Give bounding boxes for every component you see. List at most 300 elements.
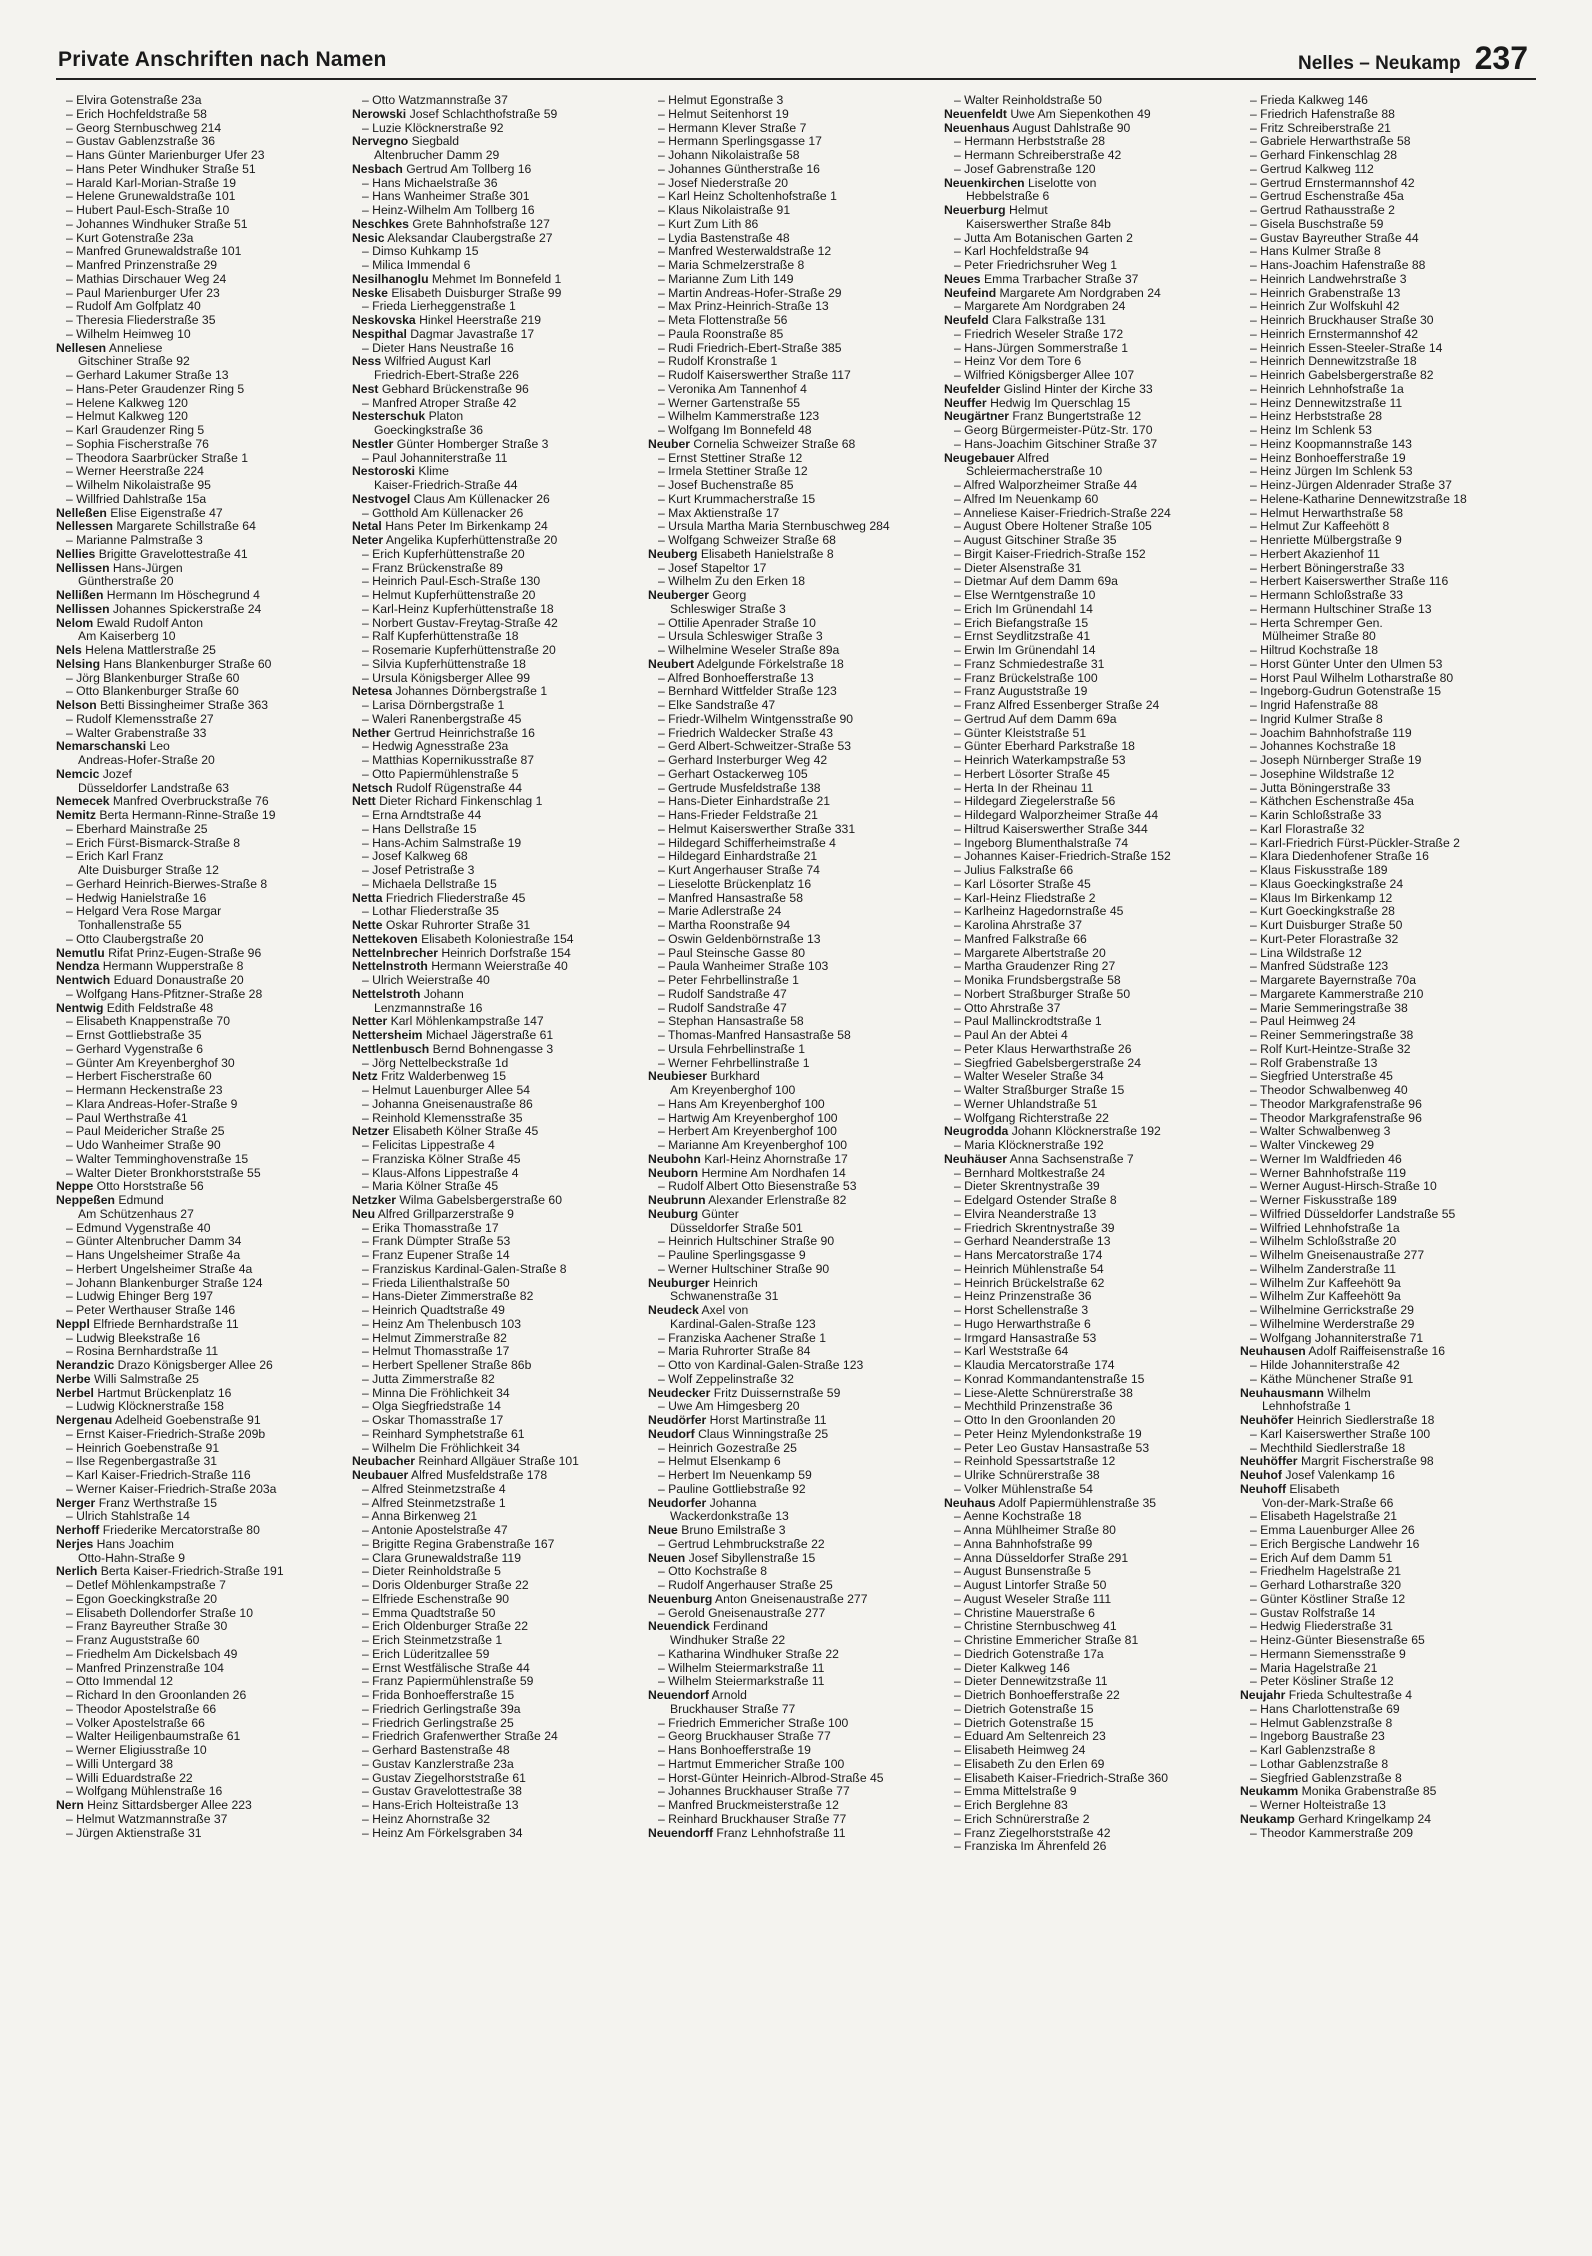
entry-details: Klime [418, 465, 449, 479]
entry-details: Hermann Wupperstraße 8 [102, 960, 244, 974]
directory-entry [56, 988, 352, 1002]
entry-text: – Günter Eberhard Parkstraße 18 [954, 740, 1135, 754]
directory-entry [648, 1565, 944, 1579]
surname: Nerowski [352, 107, 407, 121]
surname: Neuburg [648, 1207, 699, 1221]
directory-entry [352, 410, 648, 424]
directory-entry [1240, 1689, 1536, 1703]
directory-entry [56, 342, 352, 356]
entry-text: – Irmgard Hansastraße 53 [954, 1331, 1097, 1345]
directory-entry [648, 988, 944, 1002]
directory-entry [944, 1002, 1240, 1016]
surname: Nerger [56, 1496, 96, 1510]
surname: Nemecek [56, 795, 110, 809]
directory-entry [56, 1235, 352, 1249]
entry-text: – Gerhard Bastenstraße 48 [362, 1744, 510, 1757]
entry-details: Hans Joachim [96, 1537, 174, 1551]
entry-text: – Gertrud Kalkweg 112 [1250, 162, 1374, 176]
directory-entry [56, 259, 352, 273]
directory-entry [944, 1318, 1240, 1332]
entry-text: – Peter Leo Gustav Hansastraße 53 [954, 1441, 1150, 1455]
entry-text: – Hermann Sperlingsgasse 17 [658, 135, 822, 149]
entry-text: – Manfred Westerwaldstraße 12 [658, 245, 832, 259]
entry-text: – Erich Biefangstraße 15 [954, 616, 1089, 630]
entry-text: – Hugo Herwarthstraße 6 [954, 1317, 1091, 1331]
entry-text: – Heinz-Günter Biesenstraße 65 [1250, 1634, 1425, 1647]
entry-text: – Gustav Gablenzstraße 36 [66, 135, 216, 149]
directory-entry [352, 149, 648, 163]
entry-text: – Karl Weststraße 64 [954, 1345, 1069, 1359]
entry-text: – Clara Grunewaldstraße 119 [362, 1551, 521, 1565]
directory-entry [56, 287, 352, 301]
directory-entry [352, 245, 648, 259]
entry-text: – Thomas-Manfred Hansastraße 58 [658, 1029, 851, 1042]
directory-entry [56, 795, 352, 809]
entry-text: – Friedrich Hafenstraße 88 [1250, 107, 1395, 121]
entry-text: – Rudolf Sandstraße 47 [658, 987, 787, 1001]
directory-entry [352, 1483, 648, 1497]
directory-entry [56, 1222, 352, 1236]
directory-entry [944, 1442, 1240, 1456]
entry-details: Hartmut Brückenplatz 16 [97, 1386, 232, 1400]
entry-text: – Ingeborg Baustraße 23 [1250, 1730, 1385, 1744]
directory-entry [648, 1662, 944, 1676]
directory-entry [648, 1442, 944, 1456]
entry-text: – Heinrich Quadtstraße 49 [362, 1304, 505, 1317]
directory-entry [1240, 1318, 1536, 1332]
surname: Nergenau [56, 1414, 113, 1427]
directory-entry [352, 837, 648, 851]
directory-entry [648, 837, 944, 851]
entry-details: Edith Feldstraße 48 [106, 1001, 214, 1015]
entry-text: Am Schützenhaus 27 [78, 1207, 194, 1221]
directory-entry [56, 1552, 352, 1566]
entry-text: – Friedrich Grafenwerther Straße 24 [362, 1730, 558, 1744]
entry-text: – Theodor Kammerstraße 209 [1250, 1826, 1414, 1840]
directory-entry [352, 383, 648, 397]
directory-entry [648, 1194, 944, 1208]
directory-entry [56, 1153, 352, 1167]
entry-text: – Werner Fiskusstraße 189 [1250, 1194, 1397, 1207]
directory-entry [648, 1043, 944, 1057]
directory-entry [648, 1359, 944, 1373]
entry-text: – Edelgard Ostender Straße 8 [954, 1194, 1117, 1207]
directory-entry [352, 1689, 648, 1703]
entry-text: – Heinrich Paul-Esch-Straße 130 [362, 575, 541, 589]
entry-text: – Franz Schmiedestraße 31 [954, 657, 1105, 671]
entry-text: – Wilfried Königsberger Allee 107 [954, 369, 1135, 382]
entry-text: – Manfred Südstraße 123 [1250, 960, 1389, 974]
entry-text: – Aenne Kochstraße 18 [954, 1510, 1082, 1524]
entry-text: – Walter Schwalbenweg 3 [1250, 1125, 1391, 1139]
surname: Nettekoven [352, 932, 418, 946]
directory-entry [352, 1125, 648, 1139]
entry-text: – Günter Am Kreyenberghof 30 [66, 1056, 235, 1070]
directory-entry [352, 287, 648, 301]
directory-entry [56, 1139, 352, 1153]
directory-entry [944, 905, 1240, 919]
directory-entry [352, 658, 648, 672]
directory-entry [1240, 1510, 1536, 1524]
entry-text: – Hedwig Agnesstraße 23a [362, 740, 509, 754]
directory-entry [944, 1510, 1240, 1524]
directory-entry [944, 204, 1240, 218]
entry-details: Michael Jägerstraße 61 [425, 1029, 554, 1042]
entry-details: Anna Sachsenstraße 7 [1009, 1152, 1134, 1166]
directory-entry [352, 1772, 648, 1786]
directory-entry [56, 1167, 352, 1181]
directory-entry [944, 1524, 1240, 1538]
entry-text: Goeckingkstraße 36 [374, 424, 484, 437]
directory-entry [944, 520, 1240, 534]
header-right [1298, 40, 1528, 77]
directory-entry [56, 1565, 352, 1579]
entry-text: – Hans Mercatorstraße 174 [954, 1249, 1103, 1262]
entry-text: – Heinz Bonhoefferstraße 19 [1250, 451, 1406, 465]
directory-entry [944, 1827, 1240, 1841]
entry-text: – Wolfgang Richterstraße 22 [954, 1111, 1109, 1125]
entry-details: Heinrich [713, 1276, 758, 1290]
entry-text: – Ludwig Klöcknerstraße 158 [66, 1400, 224, 1414]
directory-entry [352, 864, 648, 878]
entry-details: Josef Schlachthofstraße 59 [409, 107, 558, 121]
directory-entry [944, 1497, 1240, 1511]
entry-text: – Franz Ziegelhorststraße 42 [954, 1826, 1111, 1840]
directory-entry [352, 768, 648, 782]
entry-text: – Franz Papiermühlenstraße 59 [362, 1675, 534, 1689]
directory-entry [56, 947, 352, 961]
entry-text: – Siegfried Unterstraße 45 [1250, 1070, 1393, 1084]
directory-entry [648, 300, 944, 314]
entry-details: Willi Salmstraße 25 [93, 1372, 199, 1386]
entry-text: – Heinrich Zur Wolfskuhl 42 [1250, 300, 1400, 314]
directory-entry [56, 713, 352, 727]
entry-text: – Rudolf Kronstraße 1 [658, 355, 778, 369]
entry-text: – Dietmar Auf dem Damm 69a [954, 575, 1118, 589]
directory-entry [944, 438, 1240, 452]
entry-text: – Pauline Sperlingsgasse 9 [658, 1249, 806, 1262]
directory-entry [1240, 1428, 1536, 1442]
column-4 [944, 94, 1240, 1854]
directory-entry [648, 479, 944, 493]
directory-entry [56, 740, 352, 754]
directory-entry [56, 1799, 352, 1813]
entry-text: – Paul Mallinckrodtstraße 1 [954, 1015, 1102, 1029]
directory-entry [56, 864, 352, 878]
surname: Nelom [56, 616, 94, 630]
directory-entry [352, 1180, 648, 1194]
directory-entry [1240, 850, 1536, 864]
directory-entry [56, 1345, 352, 1359]
directory-entry [1240, 94, 1536, 108]
entry-details: Gebhard Brückenstraße 96 [381, 382, 529, 396]
entry-text: – Gerhard Lotharstraße 320 [1250, 1579, 1402, 1592]
entry-details: Uwe Am Siepenkothen 49 [1010, 107, 1151, 121]
surname: Neubohn [648, 1152, 701, 1166]
entry-text: – Eberhard Mainstraße 25 [66, 822, 208, 836]
entry-text: – Theodor Apostelstraße 66 [66, 1702, 217, 1716]
directory-entry [56, 135, 352, 149]
directory-entry [944, 782, 1240, 796]
entry-text: – Heinrich Essen-Steeler-Straße 14 [1250, 341, 1443, 355]
entry-text: – Karl Heinz Scholtenhofstraße 1 [658, 190, 837, 204]
directory-entry [1240, 1730, 1536, 1744]
entry-details: Josef Sibyllenstraße 15 [688, 1551, 816, 1565]
directory-entry [1240, 245, 1536, 259]
directory-entry [352, 342, 648, 356]
directory-page [56, 36, 1536, 2236]
directory-entry [1240, 479, 1536, 493]
directory-entry [944, 658, 1240, 672]
directory-entry [1240, 905, 1536, 919]
directory-entry [648, 1070, 944, 1084]
entry-text: – Günter Köstliner Straße 12 [1250, 1592, 1406, 1606]
directory-entry [944, 94, 1240, 108]
directory-entry [648, 809, 944, 823]
directory-entry [944, 1208, 1240, 1222]
directory-entry [944, 823, 1240, 837]
entry-text: – Katharina Windhuker Straße 22 [658, 1647, 839, 1661]
entry-text: – Helmut Kupferhüttenstraße 20 [362, 589, 536, 602]
directory-entry [944, 1098, 1240, 1112]
directory-entry [648, 1263, 944, 1277]
entry-text: – Erich Bergische Landwehr 16 [1250, 1537, 1420, 1551]
directory-entry [1240, 1167, 1536, 1181]
directory-entry [56, 108, 352, 122]
directory-entry [1240, 1620, 1536, 1634]
surname: Neue [648, 1524, 678, 1537]
directory-entry [352, 1469, 648, 1483]
entry-text: – Georg Bruckhauser Straße 77 [658, 1730, 831, 1744]
directory-entry [1240, 727, 1536, 741]
entry-text: – Dieter Reinholdstraße 5 [362, 1565, 501, 1579]
directory-entry [944, 1730, 1240, 1744]
directory-entry [944, 850, 1240, 864]
entry-text: – Alfred Im Neuenkamp 60 [954, 492, 1099, 506]
entry-text: – Werner Bahnhofstraße 119 [1250, 1166, 1407, 1180]
entry-text: – Manfred Falkstraße 66 [954, 932, 1087, 946]
directory-entry [352, 823, 648, 837]
entry-details: Claus Am Küllenacker 26 [413, 492, 550, 506]
directory-entry [352, 1758, 648, 1772]
entry-text: – Anneliese Kaiser-Friedrich-Straße 224 [954, 506, 1171, 520]
directory-entry [648, 1387, 944, 1401]
entry-text: – Helmut Thomasstraße 17 [362, 1345, 510, 1359]
directory-entry [1240, 1675, 1536, 1689]
entry-text: – Frida Bonhoefferstraße 15 [362, 1689, 515, 1702]
entry-text: – Marie Semmeringstraße 38 [1250, 1001, 1408, 1015]
entry-text: – Klaus Goeckingkstraße 24 [1250, 877, 1404, 891]
entry-text: – Elke Sandstraße 47 [658, 699, 776, 712]
entry-text: – Christine Sternbuschweg 41 [954, 1620, 1117, 1634]
directory-entry [1240, 1070, 1536, 1084]
entry-text: – Heinz-Wilhelm Am Tollberg 16 [362, 204, 535, 217]
directory-entry [648, 1180, 944, 1194]
entry-text: – Franziska Im Ährenfeld 26 [954, 1840, 1107, 1854]
directory-entry [56, 1483, 352, 1497]
directory-entry [352, 108, 648, 122]
entry-details: Wilfried August Karl [384, 355, 491, 369]
directory-entry [944, 1675, 1240, 1689]
directory-entry [648, 960, 944, 974]
directory-entry [648, 410, 944, 424]
directory-entry [56, 1442, 352, 1456]
directory-entry [648, 1029, 944, 1043]
entry-text: – Jutta Am Botanischen Garten 2 [954, 231, 1133, 245]
entry-text: – Monika Frundsbergstraße 58 [954, 974, 1121, 987]
entry-details: Hans Blankenburger Straße 60 [103, 657, 272, 671]
entry-text: – Ernst Seydlitzstraße 41 [954, 630, 1091, 644]
directory-entry [944, 864, 1240, 878]
entry-text: – Paul Heimweg 24 [1250, 1015, 1356, 1029]
entry-text: – Franziska Aachener Straße 1 [658, 1331, 826, 1345]
entry-text: – Wilhelm Zur Kaffeehött 9a [1250, 1290, 1401, 1304]
directory-entry [56, 232, 352, 246]
entry-text: – Ingeborg Blumenthalstraße 74 [954, 836, 1129, 850]
entry-details: Hermann Im Höschegrund 4 [106, 589, 260, 602]
entry-text: – Käthchen Eschenstraße 45a [1250, 795, 1414, 809]
surname: Nelson [56, 699, 97, 712]
directory-entry [56, 1373, 352, 1387]
entry-text: – Alfred Bonhoefferstraße 13 [658, 671, 814, 685]
directory-entry [1240, 1799, 1536, 1813]
surname: Nettelnbrecher [352, 946, 439, 960]
entry-details: Heinrich Siedlerstraße 18 [1296, 1414, 1435, 1427]
entry-text: – Ludwig Bleekstraße 16 [66, 1331, 201, 1345]
directory-entry [648, 520, 944, 534]
entry-details: Johannes Dörnbergstraße 1 [395, 685, 548, 699]
directory-entry [944, 287, 1240, 301]
entry-details: August Dahlstraße 90 [1012, 121, 1131, 135]
directory-entry [56, 589, 352, 603]
entry-text: – Gustav Bayreuther Straße 44 [1250, 231, 1419, 245]
entry-text: – Heinz Vor dem Tore 6 [954, 355, 1082, 369]
directory-entry [1240, 1153, 1536, 1167]
entry-text: – Olga Siegfriedstraße 14 [362, 1400, 501, 1414]
directory-entry [944, 1579, 1240, 1593]
surname: Neuenfeldt [944, 107, 1007, 121]
entry-text: – Elvira Neanderstraße 13 [954, 1207, 1097, 1221]
entry-text: – Larisa Dörnbergstraße 1 [362, 699, 505, 712]
entry-text: – Erich Kupferhüttenstraße 20 [362, 547, 525, 561]
directory-entry [1240, 1208, 1536, 1222]
directory-entry [944, 1263, 1240, 1277]
entry-text: – Gustav Ziegelhorststraße 61 [362, 1771, 526, 1785]
entry-text: – Dimso Kuhkamp 15 [362, 245, 479, 259]
directory-entry [352, 397, 648, 411]
directory-entry [352, 905, 648, 919]
entry-text: – Julius Falkstraße 66 [954, 864, 1074, 877]
surname: Nemutlu [56, 946, 105, 960]
directory-entry [944, 1290, 1240, 1304]
entry-text: Bruckhauser Straße 77 [670, 1702, 796, 1716]
entry-text: – Helmut Zur Kaffeehött 8 [1250, 520, 1390, 534]
directory-entry [352, 369, 648, 383]
directory-entry [352, 988, 648, 1002]
directory-entry [648, 1125, 944, 1139]
entry-details: Betti Bissingheimer Straße 363 [100, 699, 269, 712]
entry-text: – Günter Altenbrucher Damm 34 [66, 1235, 242, 1249]
directory-entry [648, 135, 944, 149]
directory-entry [352, 328, 648, 342]
entry-details: Alfred Grillparzerstraße 9 [377, 1207, 514, 1221]
directory-entry [648, 1744, 944, 1758]
entry-text: – Konrad Kommandantenstraße 15 [954, 1372, 1145, 1386]
entry-text: – Klaus Im Birkenkamp 12 [1250, 891, 1393, 905]
directory-entry [648, 534, 944, 548]
directory-entry [648, 754, 944, 768]
entry-text: – Paul Werthstraße 41 [66, 1111, 188, 1125]
entry-details: Hans Peter Im Birkenkamp 24 [385, 520, 548, 534]
entry-text: – Heinz Dennewitzstraße 11 [1250, 396, 1403, 410]
directory-entry [352, 1002, 648, 1016]
entry-text: – Antonie Apostelstraße 47 [362, 1524, 508, 1537]
directory-entry [56, 328, 352, 342]
entry-text: – Erich Berglehne 83 [954, 1799, 1068, 1812]
directory-entry [944, 809, 1240, 823]
directory-entry [944, 314, 1240, 328]
directory-entry [56, 617, 352, 631]
entry-details: Liselotte von [1028, 176, 1097, 190]
directory-entry [648, 1510, 944, 1524]
entry-text: – Brigitte Regina Grabenstraße 167 [362, 1537, 555, 1551]
directory-entry [56, 754, 352, 768]
entry-details: Hermann Weierstraße 40 [431, 960, 568, 974]
directory-entry [352, 1813, 648, 1827]
entry-text: – Walter Reinholdstraße 50 [954, 94, 1102, 107]
directory-entry [1240, 630, 1536, 644]
directory-entry [1240, 1112, 1536, 1126]
directory-entry [56, 534, 352, 548]
entry-text: Gitschiner Straße 92 [78, 355, 190, 369]
directory-entry [1240, 314, 1536, 328]
entry-text: – Dietrich Gotenstraße 15 [954, 1716, 1094, 1730]
entry-text: – Martin Andreas-Hofer-Straße 29 [658, 286, 842, 300]
directory-entry [1240, 259, 1536, 273]
entry-text: – Hans Michaelstraße 36 [362, 176, 498, 190]
surname: Neugärtner [944, 410, 1010, 424]
directory-entry [352, 177, 648, 191]
surname: Neppe [56, 1180, 94, 1194]
entry-details: Rifat Prinz-Eugen-Straße 96 [108, 946, 262, 960]
surname: Nestler [352, 437, 394, 451]
directory-entry [1240, 740, 1536, 754]
entry-details: Fritz Duissernstraße 59 [713, 1386, 841, 1400]
directory-entry [56, 1208, 352, 1222]
entry-text: – Franz Eupener Straße 14 [362, 1249, 510, 1262]
directory-entry [944, 1799, 1240, 1813]
entry-text: Von-der-Mark-Straße 66 [1262, 1496, 1394, 1510]
directory-entry [1240, 122, 1536, 136]
entry-text: – Wolfgang Johanniterstraße 71 [1250, 1331, 1424, 1345]
entry-text: – Erich Im Grünendahl 14 [954, 602, 1093, 616]
directory-entry [648, 603, 944, 617]
entry-text: Hebbelstraße 6 [966, 190, 1050, 204]
directory-entry [1240, 1785, 1536, 1799]
directory-entry [56, 548, 352, 562]
entry-text: – Hans Dellstraße 15 [362, 822, 477, 836]
entry-text: Schwanenstraße 31 [670, 1290, 779, 1304]
entry-details: Eduard Donaustraße 20 [113, 974, 244, 987]
directory-entry [648, 1002, 944, 1016]
surname: Netal [352, 520, 382, 534]
directory-entry [1240, 177, 1536, 191]
entry-text: – Ursula Martha Maria Sternbuschweg 284 [658, 520, 890, 534]
entry-details: Grete Bahnhofstraße 127 [412, 217, 550, 231]
directory-entry [1240, 163, 1536, 177]
surname: Neugebauer [944, 451, 1015, 465]
directory-entry [1240, 754, 1536, 768]
